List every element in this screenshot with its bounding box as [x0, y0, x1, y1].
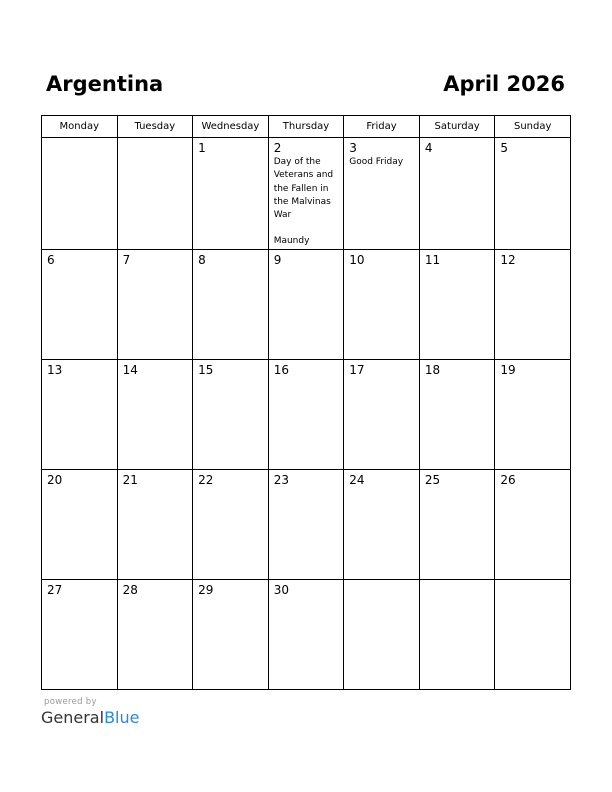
- day-number: 3: [349, 141, 357, 155]
- day-cell: [419, 249, 495, 359]
- day-number: 22: [198, 472, 214, 487]
- day-number: 5: [500, 141, 509, 155]
- day-cell: [193, 579, 269, 689]
- day-number: 1: [198, 141, 206, 155]
- day-cell: [117, 359, 193, 469]
- day-number: 23: [273, 472, 289, 487]
- day-number: 4: [424, 141, 433, 155]
- day-number: 8: [198, 252, 206, 267]
- day-cell: [42, 469, 118, 579]
- holiday-label: Good Friday: [349, 157, 404, 167]
- week-row: [42, 138, 571, 250]
- day-number: 9: [273, 252, 282, 267]
- day-number: 20: [47, 472, 63, 487]
- weekday-friday: Friday: [344, 116, 420, 138]
- week-row: [42, 359, 571, 469]
- day-number: 2: [273, 141, 282, 155]
- day-number: 16: [273, 362, 289, 377]
- footer-branding[interactable]: [41, 697, 139, 728]
- day-cell: [268, 359, 344, 469]
- generalblue-logo[interactable]: [41, 708, 139, 728]
- day-cell: [42, 249, 118, 359]
- day-cell: [495, 138, 571, 250]
- day-number: 11: [424, 252, 441, 267]
- weekday-sunday: Sunday: [495, 116, 571, 138]
- logo-text-blue: Blue: [104, 708, 140, 727]
- calendar-grid: [41, 115, 571, 690]
- day-number: 13: [47, 362, 63, 377]
- day-cell: [268, 138, 344, 250]
- day-cell-empty: [495, 579, 571, 689]
- day-number: 24: [349, 472, 365, 487]
- day-cell: [117, 249, 193, 359]
- day-number: 19: [500, 362, 516, 377]
- day-cell: [193, 469, 269, 579]
- day-number: 29: [198, 582, 214, 597]
- day-cell: [268, 579, 344, 689]
- day-cell: [344, 249, 420, 359]
- week-row: [42, 469, 571, 579]
- day-number: 14: [122, 362, 138, 377]
- holiday-label: Day of the Veterans and the Fallen in the Malvinas War: [273, 157, 334, 221]
- day-cell: [344, 138, 420, 250]
- day-cell: [344, 359, 420, 469]
- day-cell: [193, 359, 269, 469]
- day-cell: [344, 469, 420, 579]
- day-number: 6: [47, 252, 55, 267]
- holiday-label: Maundy: [273, 236, 310, 247]
- day-cell: [495, 249, 571, 359]
- day-number: 25: [424, 472, 441, 487]
- weekday-wednesday: Wednesday: [193, 116, 269, 138]
- week-row: [42, 579, 571, 689]
- day-cell: [117, 469, 193, 579]
- day-cell: [193, 138, 269, 250]
- day-cell-empty: [117, 138, 193, 250]
- logo-text-general: General: [41, 708, 105, 727]
- weekday-monday: Monday: [42, 116, 118, 138]
- day-number: 15: [198, 362, 214, 377]
- day-cell: [268, 249, 344, 359]
- day-cell-empty: [419, 579, 495, 689]
- day-cell-empty: [42, 138, 118, 250]
- day-number: 28: [122, 582, 138, 597]
- day-number: 17: [349, 362, 365, 377]
- day-cell: [42, 359, 118, 469]
- day-number: 10: [349, 252, 365, 267]
- day-number: 18: [424, 362, 441, 377]
- weekday-header-row: [42, 116, 571, 138]
- week-row: [42, 249, 571, 359]
- day-number: 7: [122, 252, 131, 267]
- day-cell: [419, 469, 495, 579]
- weekday-tuesday: Tuesday: [117, 116, 193, 138]
- day-number: 21: [122, 472, 138, 487]
- day-number: 12: [500, 252, 516, 267]
- day-cell: [117, 579, 193, 689]
- day-cell: [42, 579, 118, 689]
- day-cell: [495, 469, 571, 579]
- day-cell: [268, 469, 344, 579]
- weekday-saturday: Saturday: [419, 116, 495, 138]
- day-number: 30: [273, 582, 289, 597]
- day-cell-empty: [344, 579, 420, 689]
- powered-by-label: powered by: [44, 697, 97, 707]
- day-cell: [193, 249, 269, 359]
- day-cell: [419, 359, 495, 469]
- weekday-thursday: Thursday: [268, 116, 344, 138]
- month-title: April 2026: [443, 72, 565, 96]
- day-number: 26: [500, 472, 516, 487]
- day-cell: [495, 359, 571, 469]
- country-title: Argentina: [46, 72, 164, 96]
- day-number: 27: [47, 582, 63, 597]
- day-cell: [419, 138, 495, 250]
